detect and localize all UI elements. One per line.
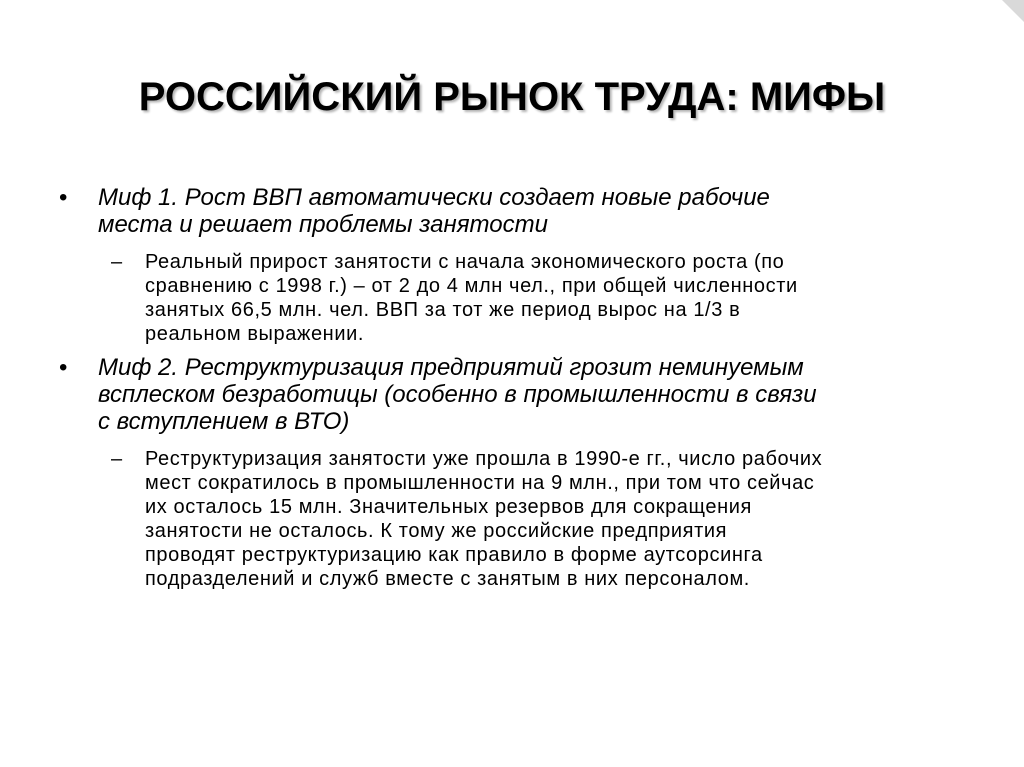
myth-1-detail-line-4: реальном выражении. bbox=[145, 323, 365, 345]
myth-1-line-1: Миф 1. Рост ВВП автоматически создает новые рабочие bbox=[98, 184, 770, 211]
myth-2-detail-line-1: Реструктуризация занятости уже прошла в 1990-е гг., число рабочих bbox=[145, 448, 823, 470]
myth-2-detail-line-3: их осталось 15 млн. Значительных резервов для сокращения bbox=[145, 496, 752, 518]
myth-2-detail-line-6: подразделений и служб вместе с занятым в них персоналом. bbox=[145, 568, 750, 590]
slide-title: РОССИЙСКИЙ РЫНОК ТРУДА: МИФЫ bbox=[138, 75, 886, 119]
dash-icon: – bbox=[111, 448, 123, 470]
myth-2-line-1: Миф 2. Реструктуризация предприятий грозит неминуемым bbox=[98, 354, 804, 381]
myth-1-detail-line-2: сравнению с 1998 г.) – от 2 до 4 млн чел., при общей численности bbox=[145, 275, 798, 297]
slide-body bbox=[58, 184, 988, 591]
myth-1-detail bbox=[58, 250, 988, 346]
myth-2-detail-line-5: проводят реструктуризацию как правило в форме аутсорсинга bbox=[145, 544, 763, 566]
myth-1-bullet bbox=[58, 184, 988, 238]
myth-1-detail-line-3: занятых 66,5 млн. чел. ВВП за тот же период вырос на 1/3 в bbox=[145, 299, 741, 321]
myth-2-line-2: всплеском безработицы (особенно в промышленности в связи bbox=[98, 381, 817, 408]
bullet-icon: • bbox=[59, 354, 68, 381]
dash-icon: – bbox=[111, 251, 123, 273]
myth-1-detail-line-1: Реальный прирост занятости с начала экономического роста (по bbox=[145, 251, 785, 273]
page-corner-decoration bbox=[1002, 0, 1024, 22]
myth-2-detail-line-4: занятости не осталось. К тому же российские предприятия bbox=[145, 520, 728, 542]
myth-2-bullet bbox=[58, 354, 988, 435]
myth-1-line-2: места и решает проблемы занятости bbox=[98, 211, 548, 238]
myth-2-detail-line-2: мест сократилось в промышленности на 9 млн., при том что сейчас bbox=[145, 472, 815, 494]
bullet-icon: • bbox=[59, 184, 68, 211]
spacer bbox=[58, 346, 988, 354]
myth-2-line-3: с вступлением в ВТО) bbox=[98, 408, 350, 435]
myth-2-detail bbox=[58, 447, 988, 591]
